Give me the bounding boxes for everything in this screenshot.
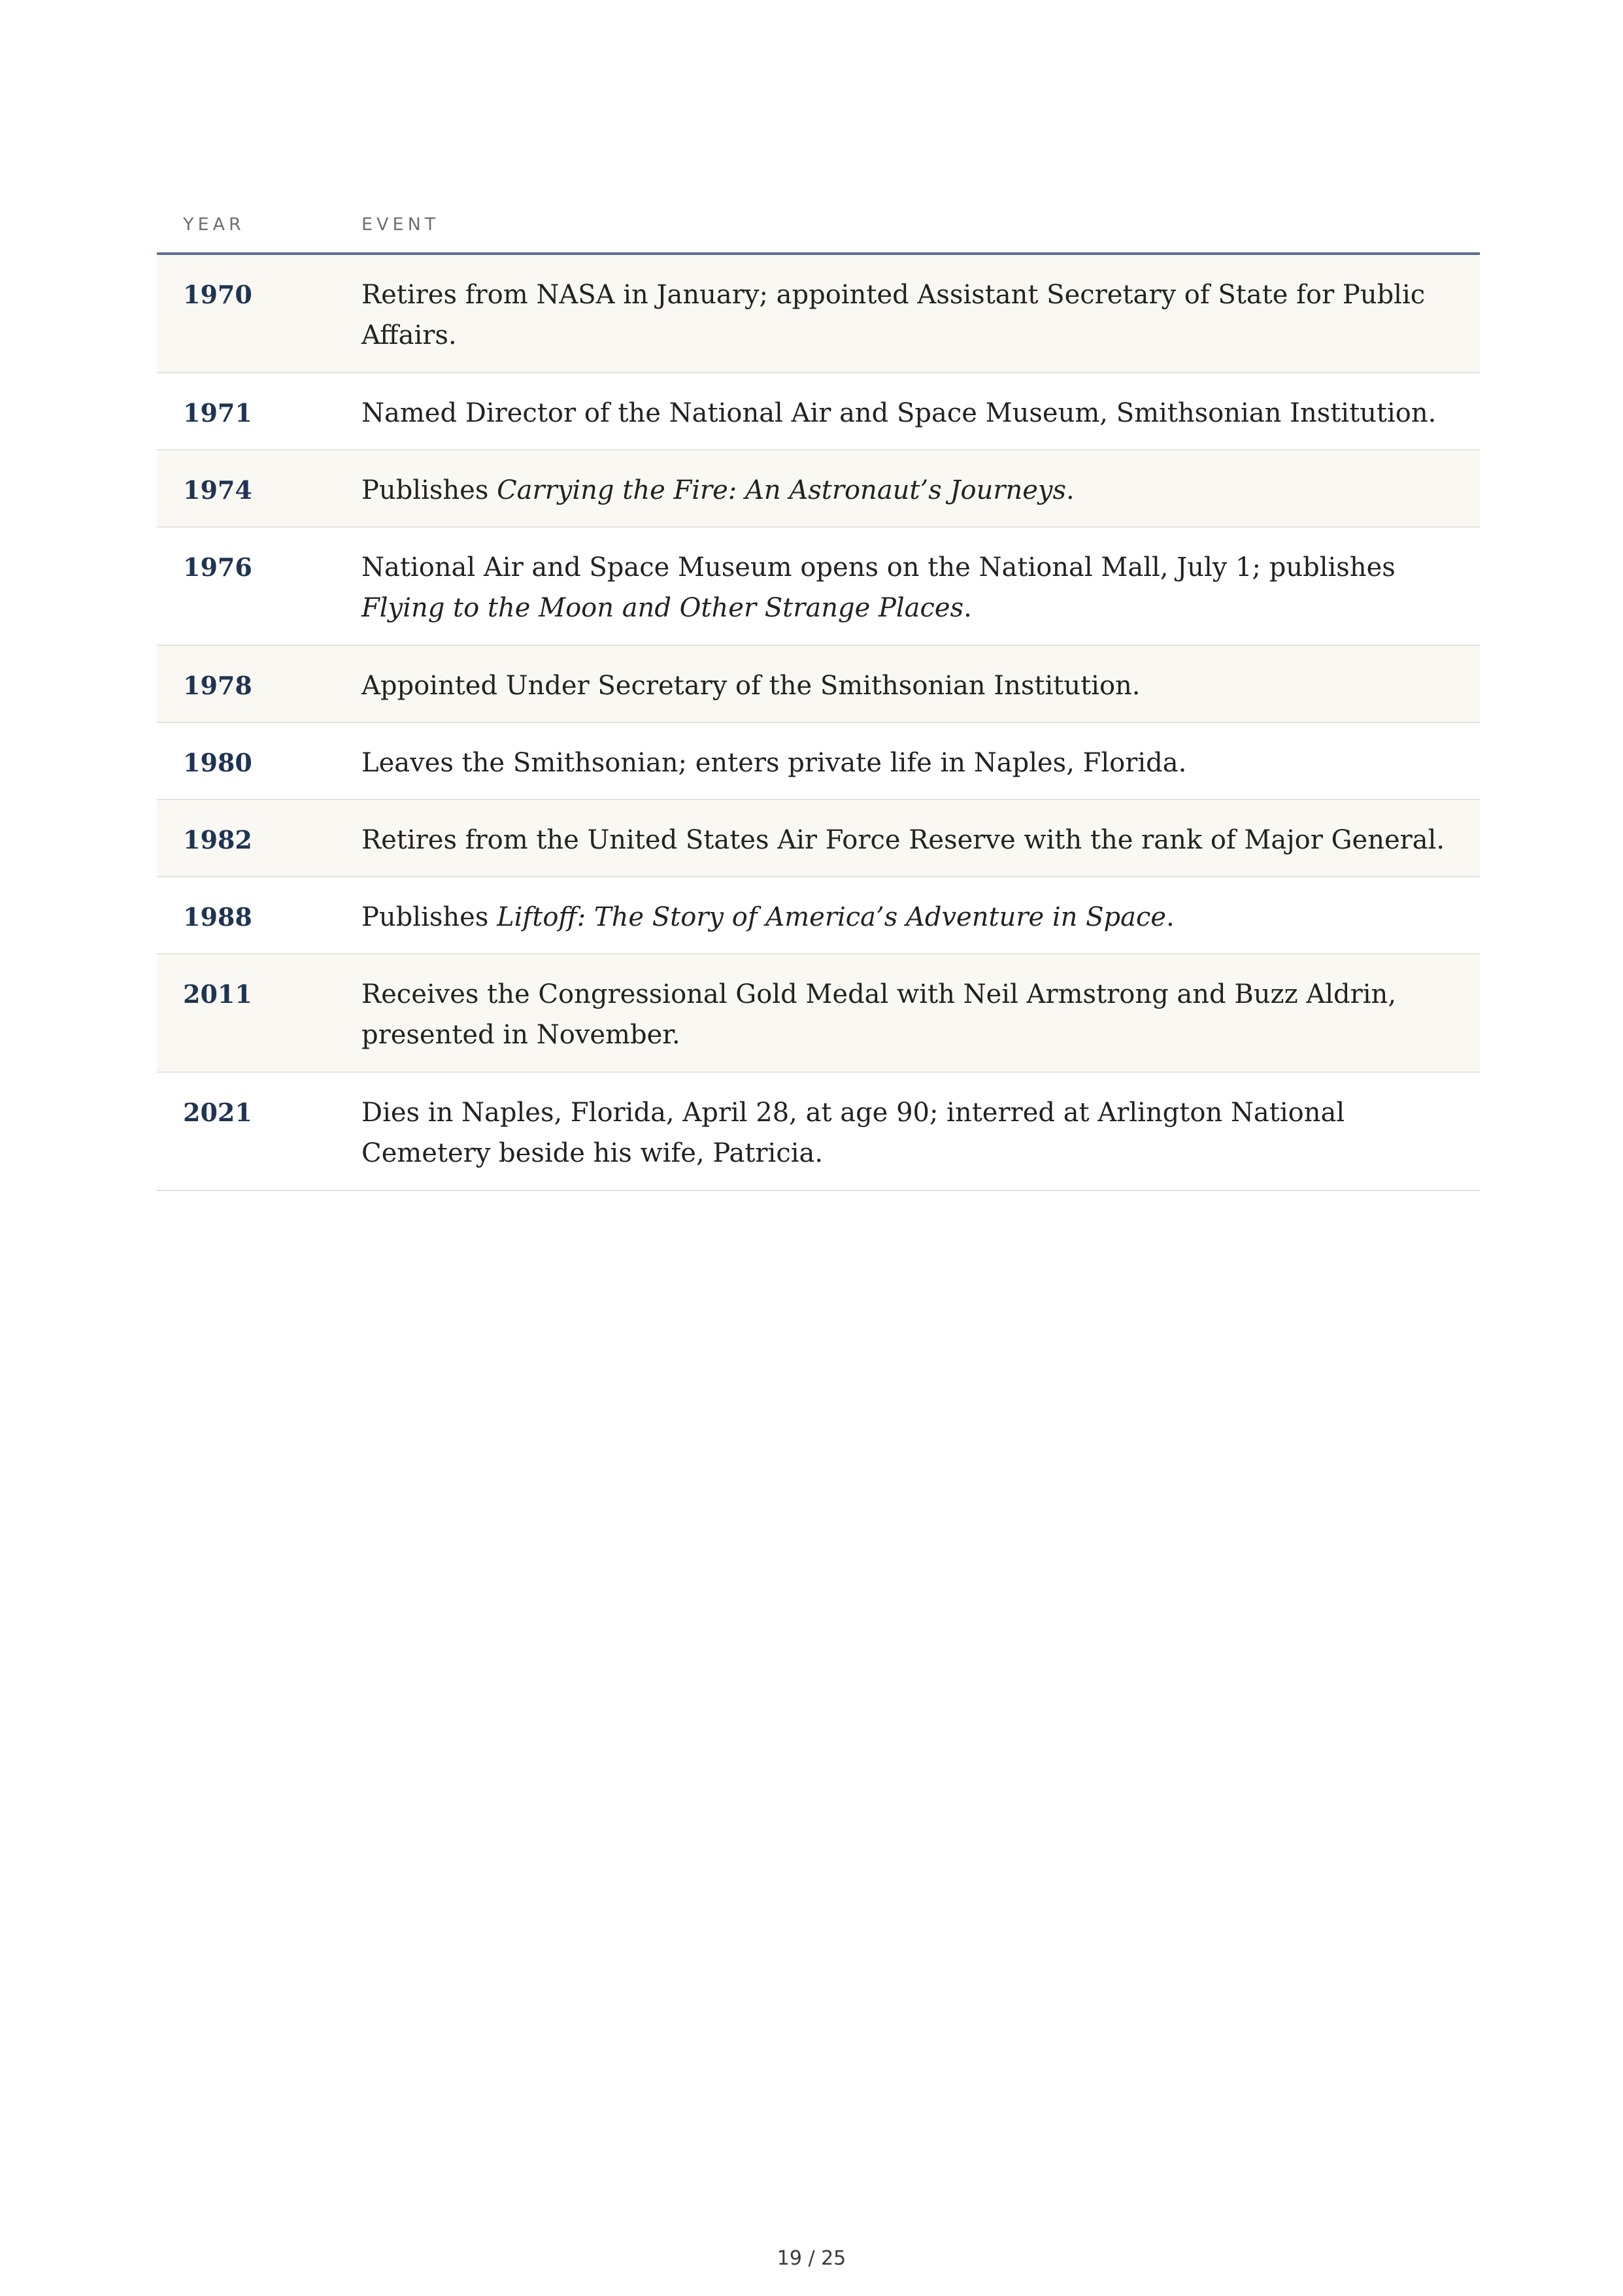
event-cell: [361, 547, 1480, 645]
event-text: Retires from the United States Air Force Reserve with the rank of Major General.: [361, 825, 1445, 855]
table-row: [157, 800, 1480, 877]
year-cell: 1980: [183, 748, 252, 777]
event-text: .: [1066, 475, 1075, 505]
event-text: Appointed Under Secretary of the Smithsonian Institution.: [361, 671, 1141, 701]
event-cell: [361, 743, 1480, 799]
year-cell: 2021: [183, 1098, 252, 1127]
event-cell: [361, 470, 1480, 526]
table-row: [157, 954, 1480, 1073]
table-body: [157, 255, 1480, 1191]
table-row: [157, 723, 1480, 800]
year-cell: 1974: [183, 475, 252, 505]
event-cell: [361, 820, 1480, 876]
table-row: [157, 877, 1480, 954]
event-text: Leaves the Smithsonian; enters private life in Naples, Florida.: [361, 748, 1187, 778]
event-cell: [361, 666, 1480, 722]
event-text: Publishes: [361, 902, 497, 932]
table-row: [157, 528, 1480, 646]
event-text: Publishes: [361, 475, 497, 505]
table-header-row: [157, 196, 1480, 255]
timeline-table: [157, 196, 1480, 1191]
event-cell: [361, 897, 1480, 953]
event-text: Named Director of the National Air and Space Museum, Smithsonian Institution.: [361, 398, 1437, 428]
year-cell: 2011: [183, 979, 252, 1009]
year-cell: 1978: [183, 671, 252, 700]
year-column-header: YEAR: [183, 214, 245, 235]
table-row: [157, 373, 1480, 450]
event-cell: [361, 974, 1480, 1072]
year-cell: 1976: [183, 552, 252, 582]
event-text: Retires from NASA in January; appointed Assistant Secretary of State for Public Affairs.: [361, 280, 1426, 350]
event-text: .: [1166, 902, 1175, 932]
table-row: [157, 255, 1480, 373]
year-cell: 1970: [183, 280, 252, 309]
book-title: Flying to the Moon and Other Strange Places: [361, 593, 964, 623]
page-number: 19 / 25: [777, 2247, 846, 2270]
year-cell: 1988: [183, 902, 252, 932]
table-row: [157, 1073, 1480, 1191]
event-text: National Air and Space Museum opens on the National Mall, July 1; publishes: [361, 552, 1396, 582]
event-cell: [361, 1092, 1480, 1190]
event-text: .: [963, 593, 972, 623]
book-title: Carrying the Fire: An Astronaut’s Journeys: [497, 475, 1067, 505]
event-column-header: EVENT: [361, 214, 440, 235]
table-row: [157, 450, 1480, 528]
table-row: [157, 646, 1480, 723]
event-text: Receives the Congressional Gold Medal with Neil Armstrong and Buzz Aldrin, presented in November.: [361, 979, 1397, 1050]
year-cell: 1982: [183, 825, 252, 854]
event-cell: [361, 275, 1480, 372]
book-title: Liftoff: The Story of America’s Adventure in Space: [497, 902, 1167, 932]
year-cell: 1971: [183, 398, 252, 428]
event-text: Dies in Naples, Florida, April 28, at age 90; interred at Arlington National Cemetery beside his wife, Patricia.: [361, 1098, 1345, 1168]
event-cell: [361, 393, 1480, 449]
